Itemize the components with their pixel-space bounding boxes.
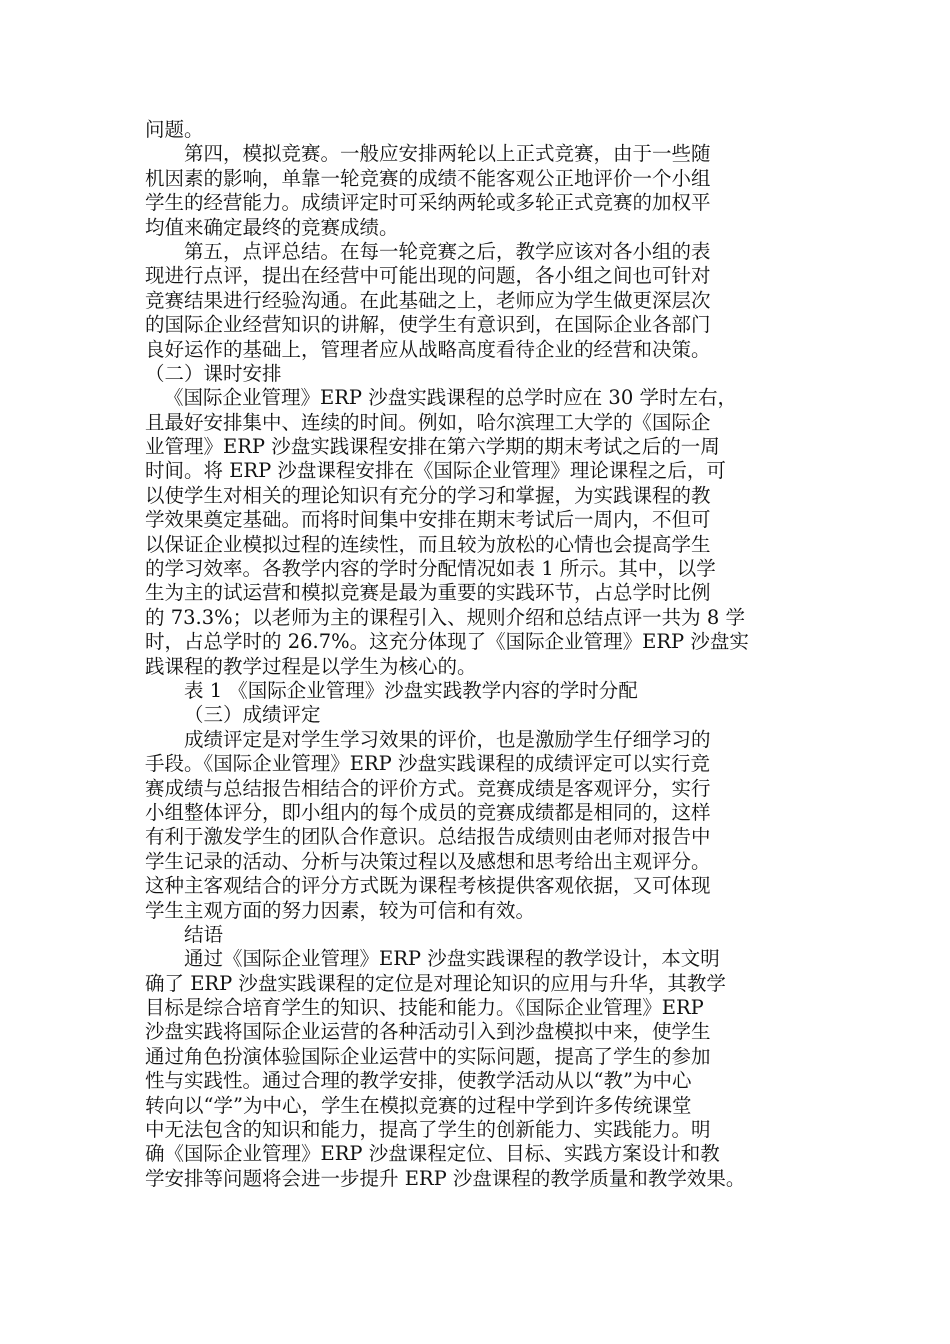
text-line: 业管理》ERP 沙盘实践课程安排在第六学期的期末考试之后的一周 <box>145 435 720 459</box>
text-line: 的国际企业经营知识的讲解，使学生有意识到，在国际企业各部门 <box>145 313 711 337</box>
text-line: 转向以“学”为中心，学生在模拟竞赛的过程中学到许多传统课堂 <box>145 1093 692 1117</box>
text-line: 良好运作的基础上，管理者应从战略高度看待企业的经营和决策。 <box>145 337 711 361</box>
text-line: 中无法包含的知识和能力，提高了学生的创新能力、实践能力。明 <box>145 1118 711 1142</box>
text-line: 通过角色扮演体验国际企业运营中的实际问题，提高了学生的参加 <box>145 1044 711 1068</box>
text-line: 以保证企业模拟过程的连续性，而且较为放松的心情也会提高学生 <box>145 532 711 556</box>
text-line: 学安排等问题将会进一步提升 ERP 沙盘课程的教学质量和教学效果。 <box>145 1166 746 1190</box>
text-line: 这种主客观结合的评分方式既为课程考核提供客观依据，又可体现 <box>145 874 711 898</box>
text-line: 赛成绩与总结报告相结合的评价方式。竞赛成绩是客观评分，实行 <box>145 776 711 800</box>
text-line: 第五，点评总结。在每一轮竞赛之后，教学应该对各小组的表 <box>184 239 711 263</box>
text-line: 的 73.3%；以老师为主的课程引入、规则介绍和总结点评一共为 8 学 <box>145 605 745 629</box>
text-line: 学生的经营能力。成绩评定时可采纳两轮或多轮正式竞赛的加权平 <box>145 191 711 215</box>
text-line: 手段。《国际企业管理》ERP 沙盘实践课程的成绩评定可以实行竞 <box>145 752 710 776</box>
text-line: 现进行点评，提出在经营中可能出现的问题，各小组之间也可针对 <box>145 264 711 288</box>
text-line: 且最好安排集中、连续的时间。例如，哈尔滨理工大学的《国际企 <box>145 410 711 434</box>
text-line: （三）成绩评定 <box>184 703 321 727</box>
text-line: 第四，模拟竞赛。一般应安排两轮以上正式竞赛，由于一些随 <box>184 142 711 166</box>
text-line: 性与实践性。通过合理的教学安排，使教学活动从以“教”为中心 <box>145 1069 692 1093</box>
text-line: 生为主的试运营和模拟竞赛是最为重要的实践环节，占总学时比例 <box>145 581 711 605</box>
text-line: 竞赛结果进行经验沟通。在此基础之上，老师应为学生做更深层次 <box>145 288 711 312</box>
text-line: 《国际企业管理》ERP 沙盘实践课程的总学时应在 30 学时左右， <box>164 386 737 410</box>
text-line: 通过《国际企业管理》ERP 沙盘实践课程的教学设计，本文明 <box>184 947 720 971</box>
text-line: 确《国际企业管理》ERP 沙盘课程定位、目标、实践方案设计和教 <box>145 1142 720 1166</box>
text-line: 学生记录的活动、分析与决策过程以及感想和思考给出主观评分。 <box>145 849 711 873</box>
text-line: 践课程的教学过程是以学生为核心的。 <box>145 654 477 678</box>
text-line: 学生主观方面的努力因素，较为可信和有效。 <box>145 898 536 922</box>
text-line: （二）课时安排 <box>145 361 282 385</box>
text-line: 沙盘实践将国际企业运营的各种活动引入到沙盘模拟中来，使学生 <box>145 1020 711 1044</box>
text-line: 结语 <box>184 922 224 946</box>
text-line: 目标是综合培育学生的知识、技能和能力。《国际企业管理》ERP <box>145 996 704 1020</box>
document-body <box>145 118 815 1191</box>
text-line: 表 1 《国际企业管理》沙盘实践教学内容的学时分配 <box>184 678 638 702</box>
text-line: 的学习效率。各教学内容的学时分配情况如表 1 所示。其中，以学 <box>145 557 716 581</box>
text-line: 时，占总学时的 26.7%。这充分体现了《国际企业管理》ERP 沙盘实 <box>145 630 749 654</box>
text-line: 学效果奠定基础。而将时间集中安排在期末考试后一周内，不但可 <box>145 508 711 532</box>
text-line: 有利于激发学生的团队合作意识。总结报告成绩则由老师对报告中 <box>145 825 711 849</box>
text-line: 确了 ERP 沙盘实践课程的定位是对理论知识的应用与升华，其教学 <box>145 971 726 995</box>
text-line: 问题。 <box>145 118 204 141</box>
text-line: 成绩评定是对学生学习效果的评价，也是激励学生仔细学习的 <box>184 727 711 751</box>
text-line: 小组整体评分，即小组内的每个成员的竞赛成绩都是相同的，这样 <box>145 800 711 824</box>
text-line: 以使学生对相关的理论知识有充分的学习和掌握，为实践课程的教 <box>145 483 711 507</box>
text-line: 均值来确定最终的竞赛成绩。 <box>145 215 399 239</box>
text-line: 时间。将 ERP 沙盘课程安排在《国际企业管理》理论课程之后，可 <box>145 459 726 483</box>
text-line: 机因素的影响，单靠一轮竞赛的成绩不能客观公正地评价一个小组 <box>145 166 711 190</box>
